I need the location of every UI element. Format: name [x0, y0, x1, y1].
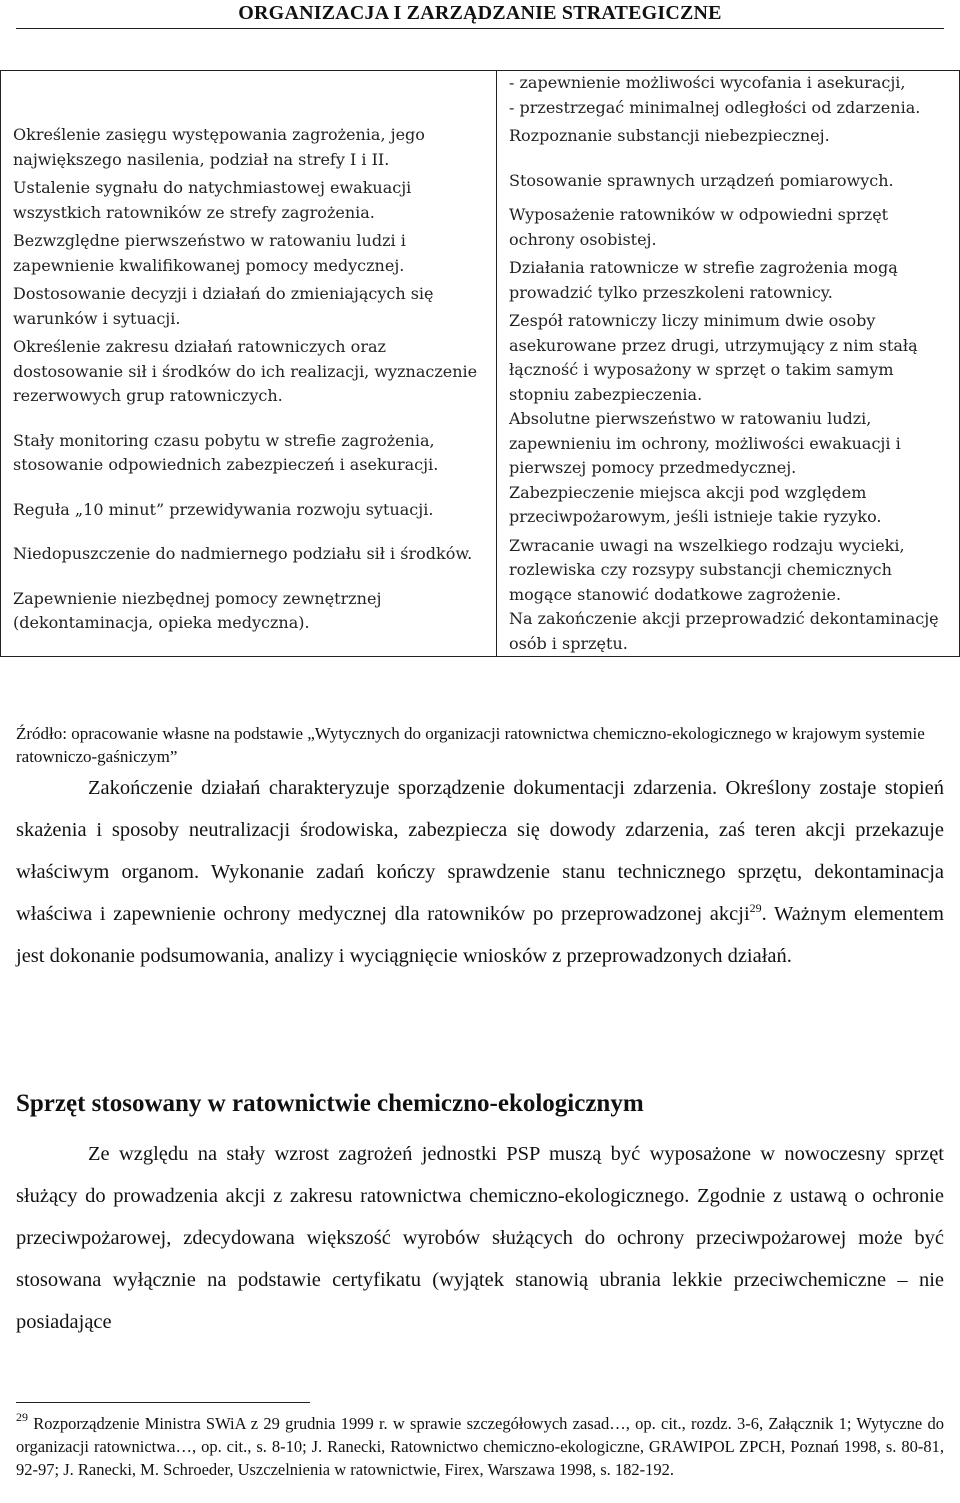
- rescue-rules-table: [0, 70, 960, 657]
- paragraph-text: Ze względu na stały wzrost zagrożeń jednostki PSP muszą być wyposażone w nowoczesny sprzęt służący do prowadzenia akcji z zakresu ratownictwa chemiczno-ekologicznego. Zgodnie z ustawą o ochronie przeciwpożarowej, zdecydowana większość wyrobów służących do ochrony przeciwpożarowej może być stosowana wyłącznie na podstawie certyfikatu (wyjątek stanowią ubrania lekkie przeciwchemiczne – nie posiadające: [16, 1143, 944, 1333]
- left-item: Bezwzględne pierwszeństwo w ratowaniu ludzi i zapewnienie kwalifikowanej pomocy medycznej.: [13, 231, 406, 275]
- running-header-title: ORGANIZACJA I ZARZĄDZANIE STRATEGICZNE: [238, 2, 722, 24]
- footnote-number: 29: [16, 1410, 28, 1424]
- right-item: Zabezpieczenie miejsca akcji pod względem przeciwpożarowym, jeśli istnieje takie ryzyko.: [509, 482, 882, 526]
- left-item: Określenie zasięgu występowania zagrożenia, jego największego nasilenia, podział na strefy I i II.: [13, 125, 425, 169]
- left-item: Dostosowanie decyzji i działań do zmieniających się warunków i sytuacji.: [13, 284, 434, 328]
- paragraph-text-part1: Zakończenie działań charakteryzuje sporządzenie dokumentacji zdarzenia. Określony zostaje stopień skażenia i sposoby neutralizacji środowiska, zabezpiecza się dowody zdarzenia, zaś teren akcji przekazuje właściwym organom. Wykonanie zadań kończy sprawdzenie stanu technicznego sprzętu, dekontaminacja właściwa i zapewnienie ochrony medycznej dla ratowników po przeprowadzonej akcji: [16, 777, 944, 925]
- right-item: Zwracanie uwagi na wszelkiego rodzaju wycieki, rozlewiska czy rozsypy substancji chemicznych mogące stanowić dodatkowe zagrożenie.: [509, 535, 905, 604]
- page-header: [0, 0, 960, 25]
- footnote-text: Rozporządzenie Ministra SWiA z 29 grudnia 1999 r. w sprawie szczegółowych zasad…, op. cit., rozdz. 3-6, Załącznik 1; Wytyczne do organizacji ratownictwa…, op. cit., s. 8-10; J. Ranecki, Ratownictwo chemiczno-ekologiczne, GRAWIPOL ZPCH, Poznań 1998, s. 80-81, 92-97; J. Ranecki, M. Schroeder, Uszczelnienia w ratownictwie, Firex, Warszawa 1998, s. 182-192.: [16, 1414, 944, 1479]
- right-item: Wyposażenie ratowników w odpowiedni sprzęt ochrony osobistej.: [509, 205, 889, 249]
- header-rule: [16, 28, 944, 29]
- right-item: Działania ratownicze w strefie zagrożenia mogą prowadzić tylko przeszkoleni ratownicy.: [509, 258, 898, 302]
- right-item: Na zakończenie akcji przeprowadzić dekontaminację osób i sprzętu.: [509, 609, 939, 653]
- left-cell-bottom-spacer: [13, 636, 492, 640]
- left-item: Niedopuszczenie do nadmiernego podziału sił i środków.: [13, 544, 473, 563]
- left-column-cell: [1, 71, 497, 657]
- right-item: - zapewnienie możliwości wycofania i asekuracji,: [509, 73, 906, 92]
- right-item: Rozpoznanie substancji niebezpiecznej.: [509, 126, 830, 145]
- right-item: - przestrzegać minimalnej odległości od zdarzenia.: [509, 97, 921, 117]
- left-cell-top-spacer: [13, 71, 492, 123]
- left-item: Stały monitoring czasu pobytu w strefie zagrożenia, stosowanie odpowiednich zabezpieczeń i asekuracji.: [13, 430, 439, 474]
- table-row: [1, 71, 960, 657]
- left-item: Zapewnienie niezbędnej pomocy zewnętrznej (dekontaminacja, opieka medyczna).: [13, 588, 382, 632]
- left-item: Ustalenie sygnału do natychmiastowej ewakuacji wszystkich ratowników ze strefy zagrożenia.: [13, 178, 412, 222]
- right-column-cell: [497, 71, 960, 657]
- right-item: Zespół ratowniczy liczy minimum dwie osoby asekurowane przez drugi, utrzymujący z nim stałą łączność i wyposażony w sprzęt o takim samym stopniu zabezpieczenia.: [509, 311, 918, 404]
- body-paragraph-equipment: [16, 1133, 944, 1343]
- left-item: Reguła „10 minut” przewidywania rozwoju sytuacji.: [13, 499, 434, 519]
- section-heading: Sprzęt stosowany w ratownictwie chemiczno-ekologicznym: [16, 1090, 644, 1117]
- footnote: [16, 1412, 944, 1481]
- left-item: Określenie zakresu działań ratowniczych oraz dostosowanie sił i środków do ich realizacji, wyznaczenie rezerwowych grup ratowniczych.: [13, 337, 478, 405]
- paragraph-text-part2: . Ważnym elementem jest dokonanie podsumowania, analizy i wyciągnięcie wniosków z przeprowadzonych działań.: [16, 903, 944, 967]
- footnote-rule: [16, 1402, 310, 1403]
- body-paragraph-conclusion: [16, 767, 944, 977]
- table-source-note: Źródło: opracowanie własne na podstawie „Wytycznych do organizacji ratownictwa chemiczno-ekologicznego w krajowym systemie ratowniczo-gaśniczym”: [16, 724, 925, 766]
- right-item: Absolutne pierwszeństwo w ratowaniu ludzi, zapewnieniu im ochrony, możliwości ewakuacji i pierwszej pomocy przedmedycznej.: [509, 409, 901, 477]
- right-item: Stosowanie sprawnych urządzeń pomiarowych.: [509, 170, 894, 190]
- footnote-reference: 29: [749, 901, 762, 915]
